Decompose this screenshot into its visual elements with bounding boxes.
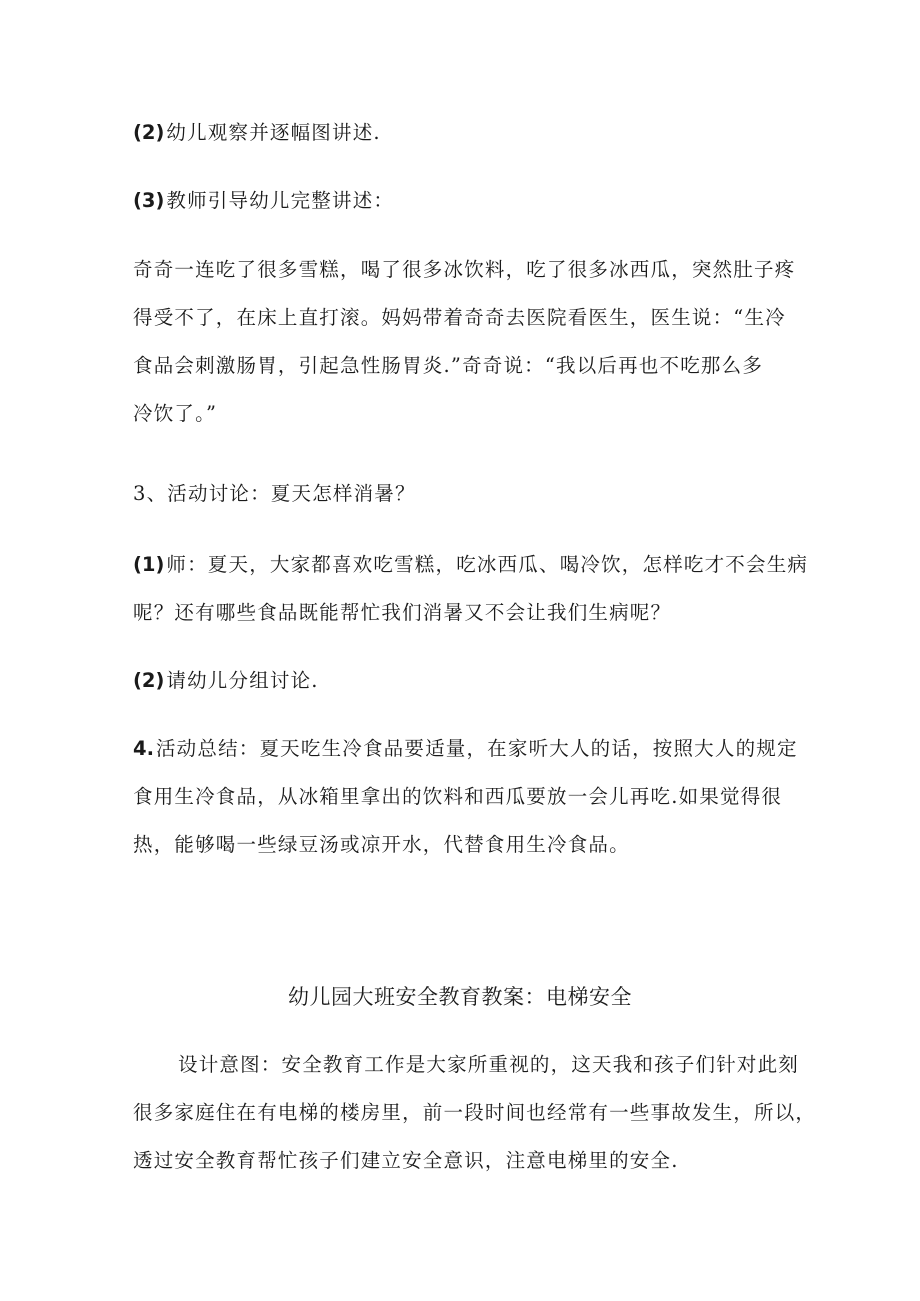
- question-2-number: (2): [133, 669, 165, 692]
- question-2-line: [133, 668, 793, 694]
- story-line: 食品会刺激肠胃，引起急性肠胃炎.”奇奇说：“我以后再也不吃那么多: [133, 354, 764, 377]
- intent-line: 透过安全教育帮忙孩子们建立安全意识，注意电梯里的安全.: [133, 1149, 679, 1172]
- summary-continued: 食用生冷食品，从冰箱里拿出的饮料和西瓜要放一会儿再吃.如果觉得很: [133, 785, 783, 808]
- question-1-line: [133, 552, 809, 578]
- lesson-title: 幼儿园大班安全教育教案：电梯安全: [288, 985, 632, 1009]
- section-3-title: 3、活动讨论：夏天怎样消暑？: [133, 482, 416, 505]
- step-3-number: (3): [133, 189, 165, 212]
- question-1-text: 师：夏天，大家都喜欢吃雪糕，吃冰西瓜、喝冷饮，怎样吃才不会生病: [166, 553, 809, 576]
- summary-continued: 热，能够喝一些绿豆汤或凉开水，代替食用生冷食品。: [133, 833, 630, 856]
- intent-line: 设计意图：安全教育工作是大家所重视的，这天我和孩子们针对此刻: [178, 1053, 800, 1076]
- step-2-text: 幼儿观察并逐幅图讲述.: [166, 121, 381, 144]
- step-3-text: 教师引导幼儿完整讲述：: [166, 189, 395, 212]
- step-3-line: [133, 188, 793, 214]
- summary-number: 4.: [133, 737, 154, 760]
- story-line: 得受不了，在床上直打滚。妈妈带着奇奇去医院看医生，医生说：“生冷: [133, 306, 786, 329]
- step-2-number: (2): [133, 121, 165, 144]
- question-1-number: (1): [133, 553, 165, 576]
- summary-text: 活动总结：夏天吃生冷食品要适量，在家听大人的话，按照大人的规定: [155, 737, 798, 760]
- summary-line: [133, 736, 798, 762]
- question-1-continued: 呢？还有哪些食品既能帮忙我们消暑又不会让我们生病呢？: [133, 601, 672, 624]
- intent-line: 很多家庭住在有电梯的楼房里，前一段时间也经常有一些事故发生，所以，: [133, 1101, 817, 1124]
- question-2-text: 请幼儿分组讨论.: [166, 669, 319, 692]
- story-line: 奇奇一连吃了很多雪糕，喝了很多冰饮料，吃了很多冰西瓜，突然肚子疼: [133, 258, 796, 281]
- story-line: 冷饮了。”: [133, 402, 218, 425]
- step-2-line: [133, 120, 793, 146]
